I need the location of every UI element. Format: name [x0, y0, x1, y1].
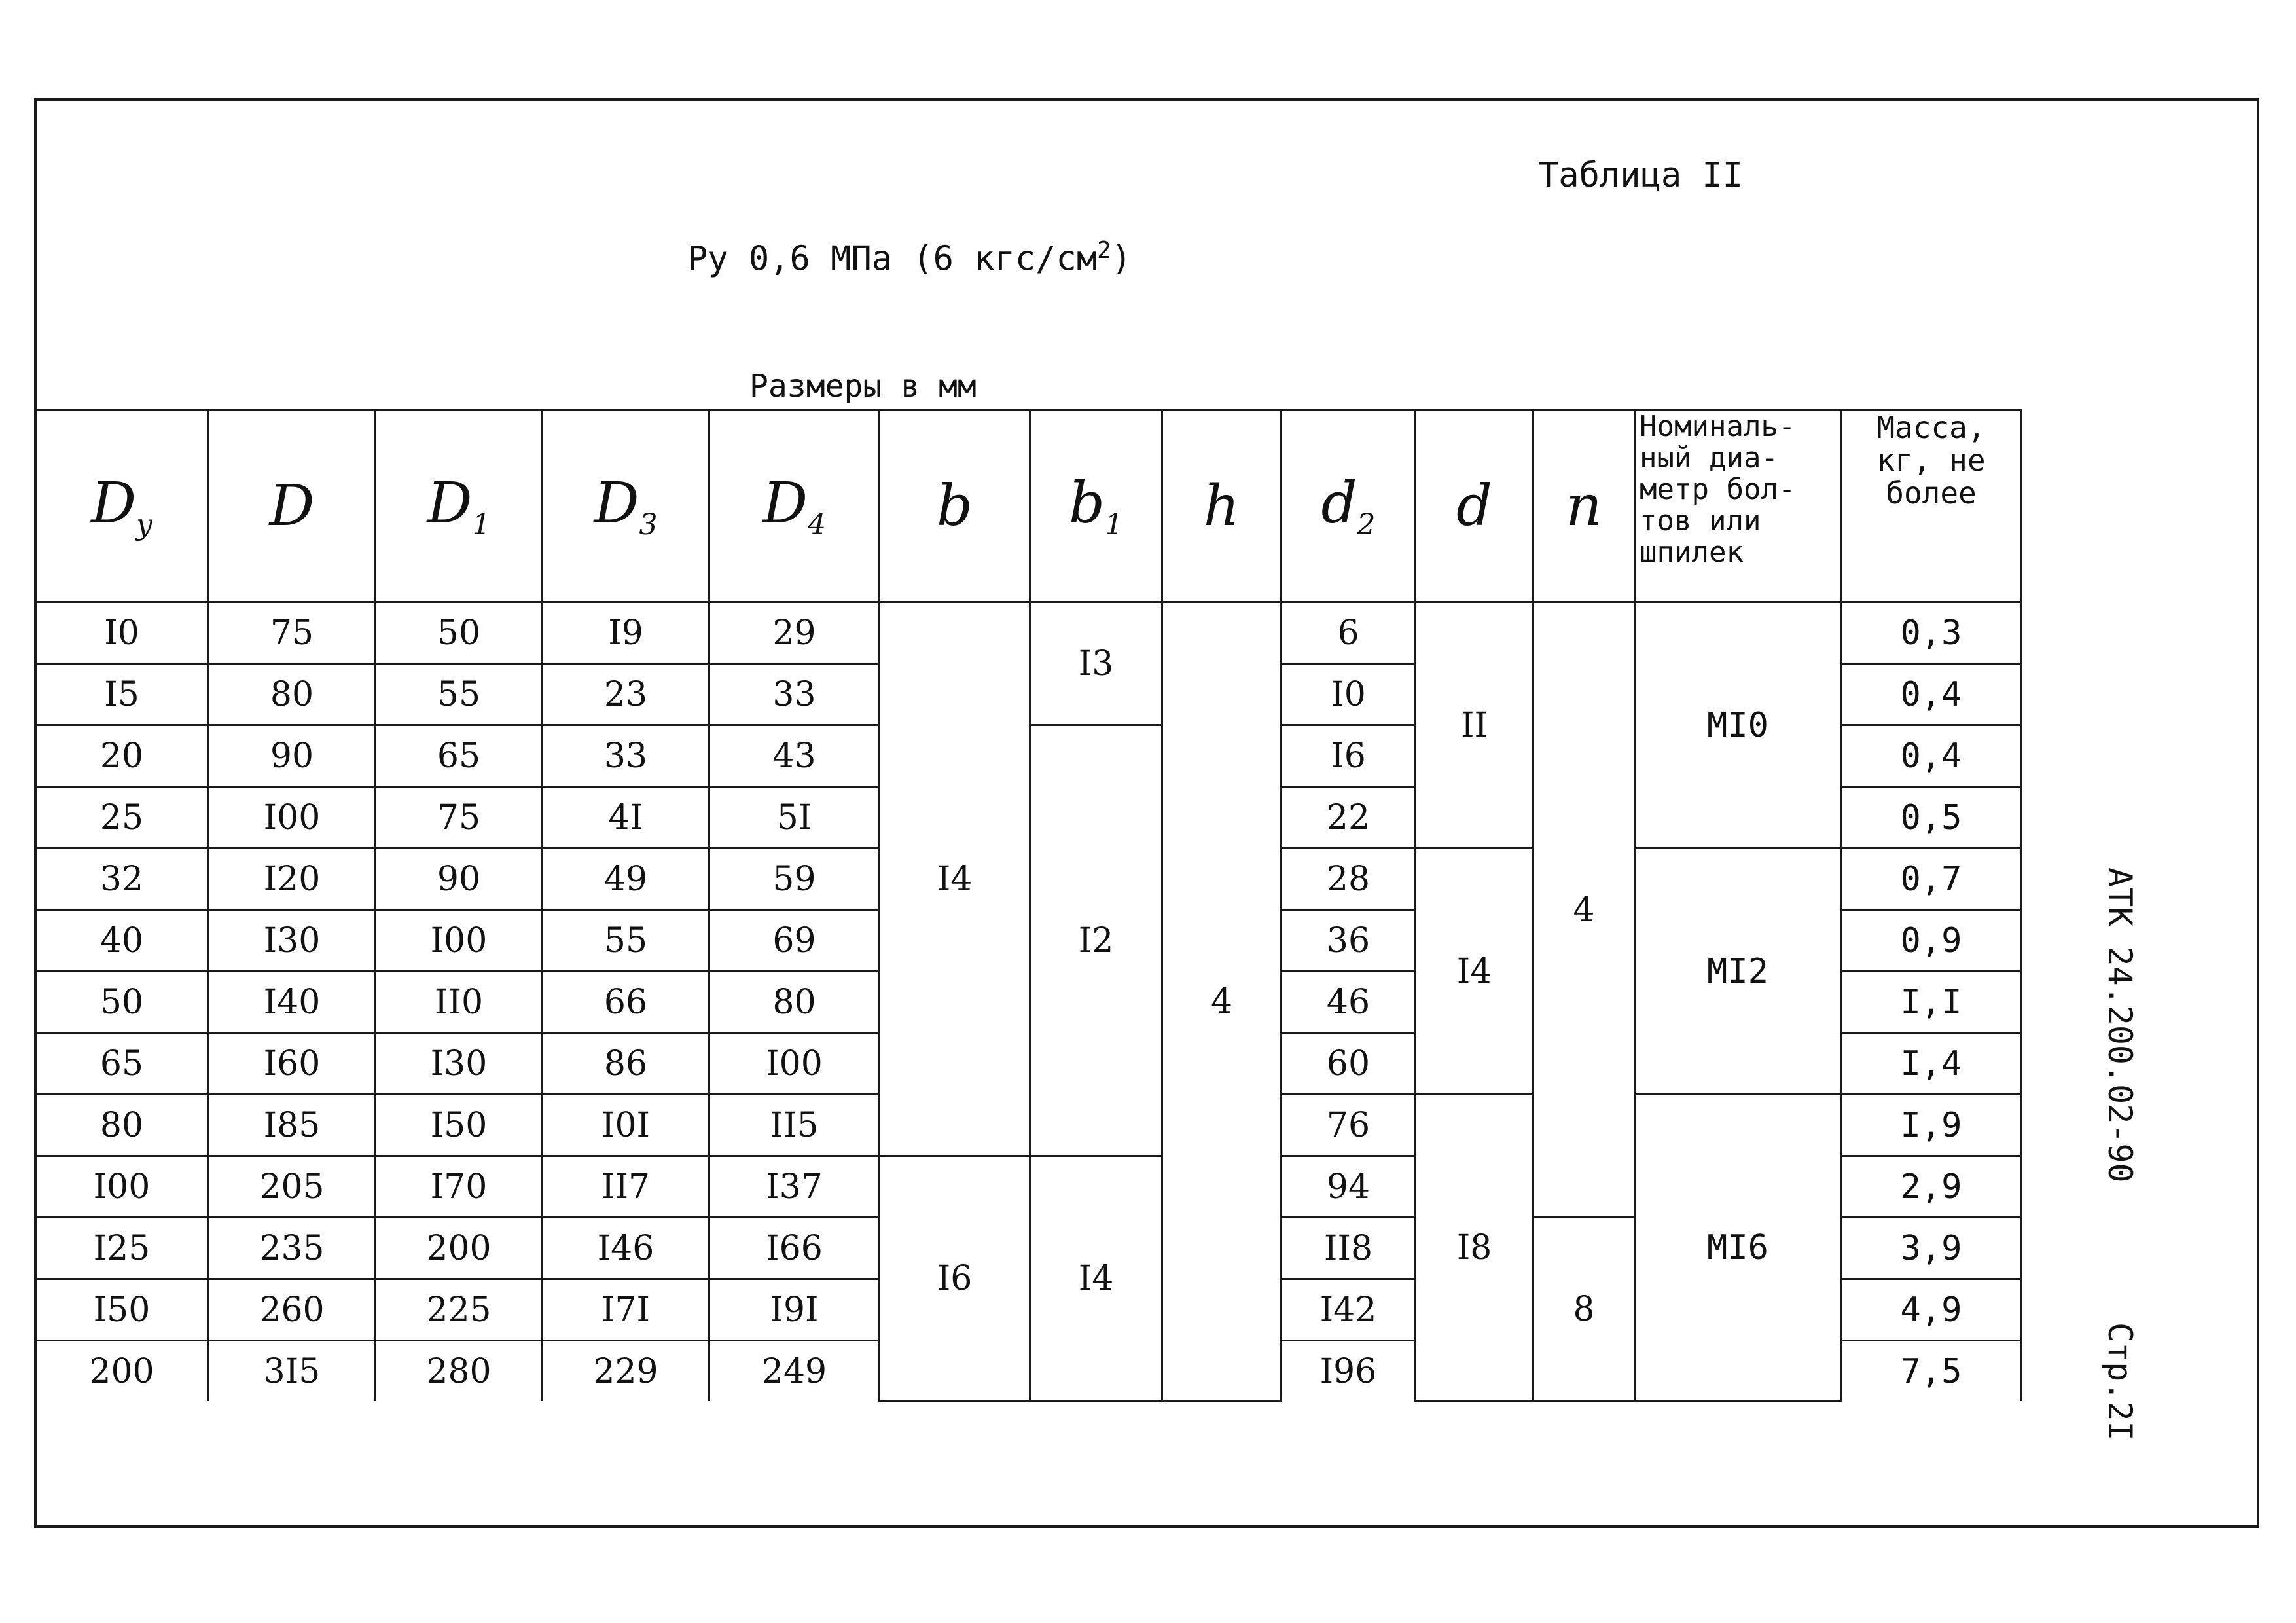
column-symbol — [1566, 473, 1602, 539]
symbol-subscript: 1 — [1105, 508, 1124, 542]
cell-d4: 33 — [709, 664, 880, 725]
column-symbol — [1321, 470, 1376, 542]
cell-d: I8 — [1416, 1095, 1534, 1402]
column-header-d1 — [376, 410, 543, 602]
table-title: Таблица II — [1538, 156, 1744, 195]
column-symbol — [937, 473, 973, 539]
cell-d3: 229 — [543, 1341, 709, 1402]
cell-bolt: MI6 — [1635, 1095, 1841, 1402]
cell-d4: I66 — [709, 1218, 880, 1279]
symbol-base: D — [269, 473, 315, 539]
cell-bolt: MI0 — [1635, 602, 1841, 848]
cell-d1: I70 — [376, 1156, 543, 1218]
symbol-base: D — [91, 470, 137, 536]
cell-dy: I0 — [35, 602, 209, 664]
cell-d3: 33 — [543, 725, 709, 787]
cell-d2: I0 — [1282, 664, 1416, 725]
symbol-base: D — [594, 470, 639, 536]
symbol-base: d — [1321, 470, 1357, 536]
cell-d2: 36 — [1282, 910, 1416, 972]
flange-dimensions-table — [34, 409, 2022, 1402]
pressure-text: Ру 0,6 МПа (6 кгс/см — [687, 239, 1098, 279]
column-header-label: Номиналь-ный диа-метр бол-тов или шпилек — [1640, 410, 1796, 569]
cell-h: 4 — [1162, 602, 1282, 1402]
cell-d: 75 — [209, 602, 376, 664]
cell-d2: I6 — [1282, 725, 1416, 787]
units-note: Размеры в мм — [749, 368, 977, 405]
column-header-b1 — [1030, 410, 1162, 602]
document-code: АТК 24.200.02-90 — [2101, 867, 2139, 1183]
cell-d1: I30 — [376, 1033, 543, 1095]
cell-d: I40 — [209, 972, 376, 1033]
cell-d: I00 — [209, 787, 376, 848]
cell-dy: 32 — [35, 848, 209, 910]
cell-b1: I2 — [1030, 725, 1162, 1156]
cell-d1: 55 — [376, 664, 543, 725]
pressure-exponent: 2 — [1097, 237, 1111, 264]
cell-d: II — [1416, 602, 1534, 848]
symbol-base: b — [1068, 470, 1105, 536]
cell-d3: 55 — [543, 910, 709, 972]
cell-mass: 7,5 — [1841, 1341, 2022, 1402]
cell-d3: I46 — [543, 1218, 709, 1279]
cell-d4: 29 — [709, 602, 880, 664]
cell-b: I4 — [880, 602, 1030, 1156]
cell-d4: 69 — [709, 910, 880, 972]
column-symbol — [427, 470, 491, 542]
cell-d4: I9I — [709, 1279, 880, 1341]
cell-d4: 59 — [709, 848, 880, 910]
column-header-d — [209, 410, 376, 602]
symbol-subscript: 2 — [1357, 508, 1376, 542]
symbol-subscript: 3 — [639, 508, 658, 542]
cell-d: I20 — [209, 848, 376, 910]
cell-mass: I,I — [1841, 972, 2022, 1033]
cell-d: I30 — [209, 910, 376, 972]
cell-d1: 65 — [376, 725, 543, 787]
cell-d2: 46 — [1282, 972, 1416, 1033]
column-symbol — [1204, 473, 1240, 539]
column-symbol — [594, 470, 658, 542]
column-header-d2 — [1282, 410, 1416, 602]
cell-dy: 40 — [35, 910, 209, 972]
cell-d1: 75 — [376, 787, 543, 848]
cell-d4: 5I — [709, 787, 880, 848]
cell-b1: I4 — [1030, 1156, 1162, 1402]
column-header-d — [1416, 410, 1534, 602]
column-symbol — [91, 470, 152, 542]
symbol-subscript: 4 — [807, 508, 826, 542]
column-header-h — [1162, 410, 1282, 602]
pressure-rating — [687, 237, 1132, 278]
cell-d4: I00 — [709, 1033, 880, 1095]
cell-mass: 0,4 — [1841, 725, 2022, 787]
cell-d: 3I5 — [209, 1341, 376, 1402]
cell-d4: II5 — [709, 1095, 880, 1156]
cell-d2: 6 — [1282, 602, 1416, 664]
cell-d2: 60 — [1282, 1033, 1416, 1095]
cell-mass: I,4 — [1841, 1033, 2022, 1095]
symbol-base: D — [427, 470, 473, 536]
table-row — [35, 602, 2022, 664]
column-header-dy — [35, 410, 209, 602]
cell-dy: 25 — [35, 787, 209, 848]
cell-d3: 86 — [543, 1033, 709, 1095]
symbol-subscript: 1 — [472, 508, 491, 542]
cell-mass: 0,7 — [1841, 848, 2022, 910]
cell-d: 90 — [209, 725, 376, 787]
cell-d2: II8 — [1282, 1218, 1416, 1279]
cell-dy: 50 — [35, 972, 209, 1033]
cell-d3: I0I — [543, 1095, 709, 1156]
cell-mass: I,9 — [1841, 1095, 2022, 1156]
cell-d2: I96 — [1282, 1341, 1416, 1402]
cell-d: I60 — [209, 1033, 376, 1095]
cell-mass: 2,9 — [1841, 1156, 2022, 1218]
cell-d4: 249 — [709, 1341, 880, 1402]
cell-d: 235 — [209, 1218, 376, 1279]
column-symbol — [762, 470, 826, 542]
cell-d1: II0 — [376, 972, 543, 1033]
cell-dy: I25 — [35, 1218, 209, 1279]
cell-d: 80 — [209, 664, 376, 725]
cell-d1: 280 — [376, 1341, 543, 1402]
column-header-d4 — [709, 410, 880, 602]
cell-d4: 43 — [709, 725, 880, 787]
cell-dy: 200 — [35, 1341, 209, 1402]
cell-d4: I37 — [709, 1156, 880, 1218]
cell-mass: 0,9 — [1841, 910, 2022, 972]
symbol-base: h — [1203, 473, 1240, 539]
cell-dy: I5 — [35, 664, 209, 725]
table-body — [35, 602, 2022, 1402]
page-number: Стр.2I — [2101, 1322, 2139, 1441]
symbol-base: D — [762, 470, 808, 536]
symbol-subscript: y — [136, 508, 152, 542]
cell-d3: 23 — [543, 664, 709, 725]
cell-d3: I9 — [543, 602, 709, 664]
cell-dy: I50 — [35, 1279, 209, 1341]
symbol-base: b — [936, 473, 973, 539]
cell-d1: I50 — [376, 1095, 543, 1156]
cell-d3: I7I — [543, 1279, 709, 1341]
cell-b: I6 — [880, 1156, 1030, 1402]
cell-mass: 0,5 — [1841, 787, 2022, 848]
cell-d1: 90 — [376, 848, 543, 910]
cell-d2: 22 — [1282, 787, 1416, 848]
cell-mass: 3,9 — [1841, 1218, 2022, 1279]
cell-mass: 0,4 — [1841, 664, 2022, 725]
column-header-n — [1534, 410, 1635, 602]
cell-d3: II7 — [543, 1156, 709, 1218]
pressure-close: ) — [1111, 239, 1132, 279]
cell-d1: I00 — [376, 910, 543, 972]
cell-dy: 65 — [35, 1033, 209, 1095]
cell-d1: 225 — [376, 1279, 543, 1341]
symbol-base: d — [1456, 473, 1493, 539]
column-symbol — [270, 473, 315, 539]
cell-d2: 76 — [1282, 1095, 1416, 1156]
cell-mass: 0,3 — [1841, 602, 2022, 664]
cell-d3: 49 — [543, 848, 709, 910]
cell-n: 4 — [1534, 602, 1635, 1218]
column-header-b — [880, 410, 1030, 602]
cell-d: 205 — [209, 1156, 376, 1218]
cell-bolt: MI2 — [1635, 848, 1841, 1095]
cell-b1: I3 — [1030, 602, 1162, 725]
column-header-label: Масса, кг, не более — [1876, 410, 1986, 511]
cell-d3: 4I — [543, 787, 709, 848]
cell-d1: 200 — [376, 1218, 543, 1279]
column-symbol — [1456, 473, 1492, 539]
cell-mass: 4,9 — [1841, 1279, 2022, 1341]
cell-dy: 20 — [35, 725, 209, 787]
cell-d3: 66 — [543, 972, 709, 1033]
cell-dy: I00 — [35, 1156, 209, 1218]
cell-d4: 80 — [709, 972, 880, 1033]
column-header-bolt — [1635, 410, 1841, 602]
cell-d2: I42 — [1282, 1279, 1416, 1341]
cell-n: 8 — [1534, 1218, 1635, 1402]
cell-d1: 50 — [376, 602, 543, 664]
symbol-base: n — [1566, 473, 1602, 539]
cell-d: I85 — [209, 1095, 376, 1156]
cell-d2: 94 — [1282, 1156, 1416, 1218]
header-row — [35, 410, 2022, 602]
column-symbol — [1068, 470, 1124, 542]
column-header-mass — [1841, 410, 2022, 602]
cell-d: 260 — [209, 1279, 376, 1341]
cell-d2: 28 — [1282, 848, 1416, 910]
column-header-d3 — [543, 410, 709, 602]
cell-d: I4 — [1416, 848, 1534, 1095]
cell-dy: 80 — [35, 1095, 209, 1156]
